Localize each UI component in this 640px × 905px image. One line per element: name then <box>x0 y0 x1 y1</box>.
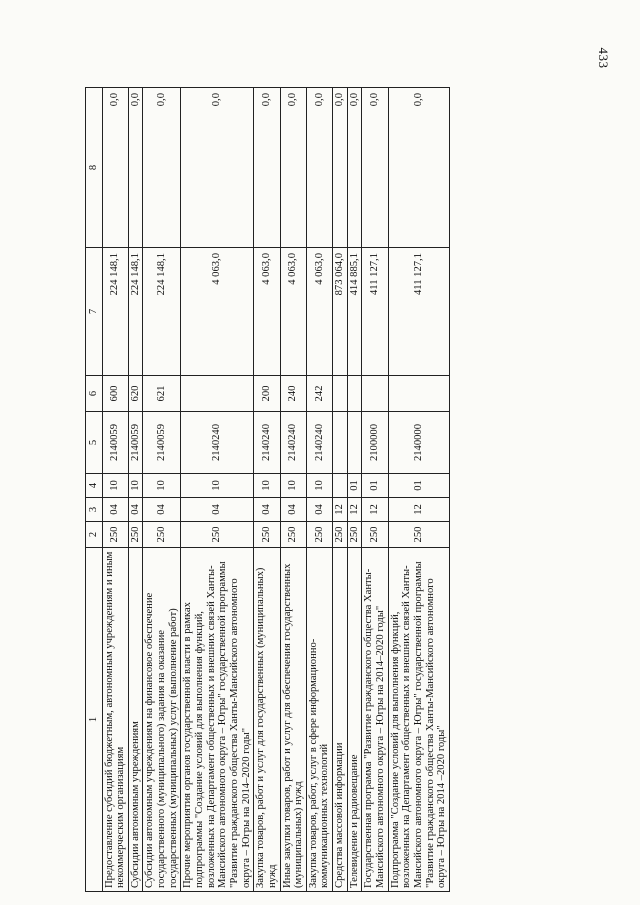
cell-col6 <box>362 376 388 412</box>
table-row <box>333 88 348 892</box>
row-name: Подпрограмма "Создание условий для выполнения функций, возложенных на Департамент общественных и внешних связей Ханты-Мансийского автономного округа – Югры" государственной программы "Развитие гражданского общества Ханты-Мансийского автономного округа – Югры на 2014 –2020 годы" <box>388 548 449 892</box>
cell-col6 <box>181 376 254 412</box>
cell-col6: 600 <box>102 376 128 412</box>
cell-col6: 240 <box>280 376 306 412</box>
column-number-8: 8 <box>86 88 103 248</box>
cell-col3: 04 <box>102 498 128 522</box>
cell-col3: 04 <box>254 498 280 522</box>
row-name: Иные закупки товаров, работ и услуг для обеспечения государственных (муниципальных) нужд <box>280 548 306 892</box>
cell-col7: 224 148,1 <box>143 248 181 376</box>
cell-col7: 4 063,0 <box>280 248 306 376</box>
column-numbers-row <box>86 88 103 892</box>
cell-col5: 2140240 <box>280 412 306 474</box>
cell-col4: 10 <box>280 474 306 498</box>
cell-col3: 12 <box>333 498 348 522</box>
cell-col3: 04 <box>306 498 332 522</box>
cell-col4: 10 <box>306 474 332 498</box>
column-number-4: 4 <box>86 474 103 498</box>
table-row <box>128 88 143 892</box>
cell-col8: 0,0 <box>306 88 332 248</box>
cell-col3: 12 <box>388 498 449 522</box>
row-name: Субсидии автономным учреждениям на финансовое обеспечение государственного (муниципального) задания на оказание государственных (муниципальных) услуг (выполнение работ) <box>143 548 181 892</box>
cell-col3: 04 <box>128 498 143 522</box>
table-row <box>347 88 362 892</box>
table-row <box>280 88 306 892</box>
cell-col3: 12 <box>347 498 362 522</box>
cell-col5: 2140000 <box>388 412 449 474</box>
row-name: Субсидии автономным учреждениям <box>128 548 143 892</box>
row-name: Предоставление субсидий бюджетным, автономным учреждениям и иным некоммерческим организациям <box>102 548 128 892</box>
cell-col5: 2100000 <box>362 412 388 474</box>
cell-col2: 250 <box>181 522 254 548</box>
cell-col6: 200 <box>254 376 280 412</box>
row-name: Закупка товаров, работ и услуг для государственных (муниципальных) нужд <box>254 548 280 892</box>
row-name: Телевидение и радиовещание <box>347 548 362 892</box>
row-name: Средства массовой информации <box>333 548 348 892</box>
table-row <box>388 88 449 892</box>
cell-col4: 10 <box>143 474 181 498</box>
cell-col5: 2140059 <box>143 412 181 474</box>
cell-col7: 873 064,0 <box>333 248 348 376</box>
cell-col3: 12 <box>362 498 388 522</box>
column-number-7: 7 <box>86 248 103 376</box>
cell-col4: 10 <box>254 474 280 498</box>
cell-col7: 411 127,1 <box>362 248 388 376</box>
budget-table <box>85 87 450 892</box>
cell-col5 <box>347 412 362 474</box>
cell-col8: 0,0 <box>181 88 254 248</box>
cell-col5 <box>333 412 348 474</box>
table-row <box>306 88 332 892</box>
cell-col2: 250 <box>280 522 306 548</box>
cell-col8: 0,0 <box>388 88 449 248</box>
table-row <box>254 88 280 892</box>
cell-col7: 4 063,0 <box>306 248 332 376</box>
table-row <box>143 88 181 892</box>
cell-col8: 0,0 <box>280 88 306 248</box>
cell-col8: 0,0 <box>254 88 280 248</box>
page-number: 433 <box>596 47 611 69</box>
column-number-2: 2 <box>86 522 103 548</box>
cell-col6 <box>333 376 348 412</box>
cell-col8: 0,0 <box>347 88 362 248</box>
cell-col8: 0,0 <box>128 88 143 248</box>
cell-col4: 10 <box>102 474 128 498</box>
cell-col3: 04 <box>143 498 181 522</box>
cell-col7: 4 063,0 <box>254 248 280 376</box>
cell-col2: 250 <box>143 522 181 548</box>
cell-col3: 04 <box>181 498 254 522</box>
cell-col2: 250 <box>362 522 388 548</box>
cell-col4: 01 <box>388 474 449 498</box>
cell-col2: 250 <box>388 522 449 548</box>
cell-col8: 0,0 <box>362 88 388 248</box>
cell-col2: 250 <box>333 522 348 548</box>
column-number-3: 3 <box>86 498 103 522</box>
cell-col8: 0,0 <box>333 88 348 248</box>
table-row <box>181 88 254 892</box>
cell-col2: 250 <box>128 522 143 548</box>
cell-col5: 2140059 <box>128 412 143 474</box>
cell-col2: 250 <box>347 522 362 548</box>
cell-col3: 04 <box>280 498 306 522</box>
cell-col5: 2140059 <box>102 412 128 474</box>
cell-col6 <box>388 376 449 412</box>
cell-col4 <box>333 474 348 498</box>
cell-col7: 414 885,1 <box>347 248 362 376</box>
budget-table-rotated <box>85 88 525 892</box>
cell-col7: 411 127,1 <box>388 248 449 376</box>
cell-col2: 250 <box>254 522 280 548</box>
cell-col6 <box>347 376 362 412</box>
row-name: Прочие мероприятия органов государственной власти в рамках подпрограммы "Создание условий для выполнения функций, возложенных на Департамент общественных и внешних связей Ханты-Мансийского автономного округа – Югры" государственной программы "Развитие гражданского общества Ханты-Мансийского автономного округа – Югры на 2014–2020 годы" <box>181 548 254 892</box>
column-number-1: 1 <box>86 548 103 892</box>
table-row <box>362 88 388 892</box>
cell-col4: 01 <box>347 474 362 498</box>
cell-col2: 250 <box>102 522 128 548</box>
cell-col8: 0,0 <box>102 88 128 248</box>
cell-col2: 250 <box>306 522 332 548</box>
cell-col6: 620 <box>128 376 143 412</box>
cell-col7: 224 148,1 <box>128 248 143 376</box>
cell-col4: 10 <box>181 474 254 498</box>
cell-col4: 10 <box>128 474 143 498</box>
cell-col5: 2140240 <box>181 412 254 474</box>
cell-col7: 4 063,0 <box>181 248 254 376</box>
cell-col7: 224 148,1 <box>102 248 128 376</box>
cell-col4: 01 <box>362 474 388 498</box>
cell-col8: 0,0 <box>143 88 181 248</box>
cell-col5: 2140240 <box>306 412 332 474</box>
table-row <box>102 88 128 892</box>
row-name: Закупка товаров, работ, услуг в сфере информационно-коммуникационных технологий <box>306 548 332 892</box>
cell-col6: 242 <box>306 376 332 412</box>
column-number-6: 6 <box>86 376 103 412</box>
cell-col6: 621 <box>143 376 181 412</box>
cell-col5: 2140240 <box>254 412 280 474</box>
column-number-5: 5 <box>86 412 103 474</box>
row-name: Государственная программа "Развитие гражданского общества Ханты-Мансийского автономного округа – Югры на 2014–2020 годы" <box>362 548 388 892</box>
